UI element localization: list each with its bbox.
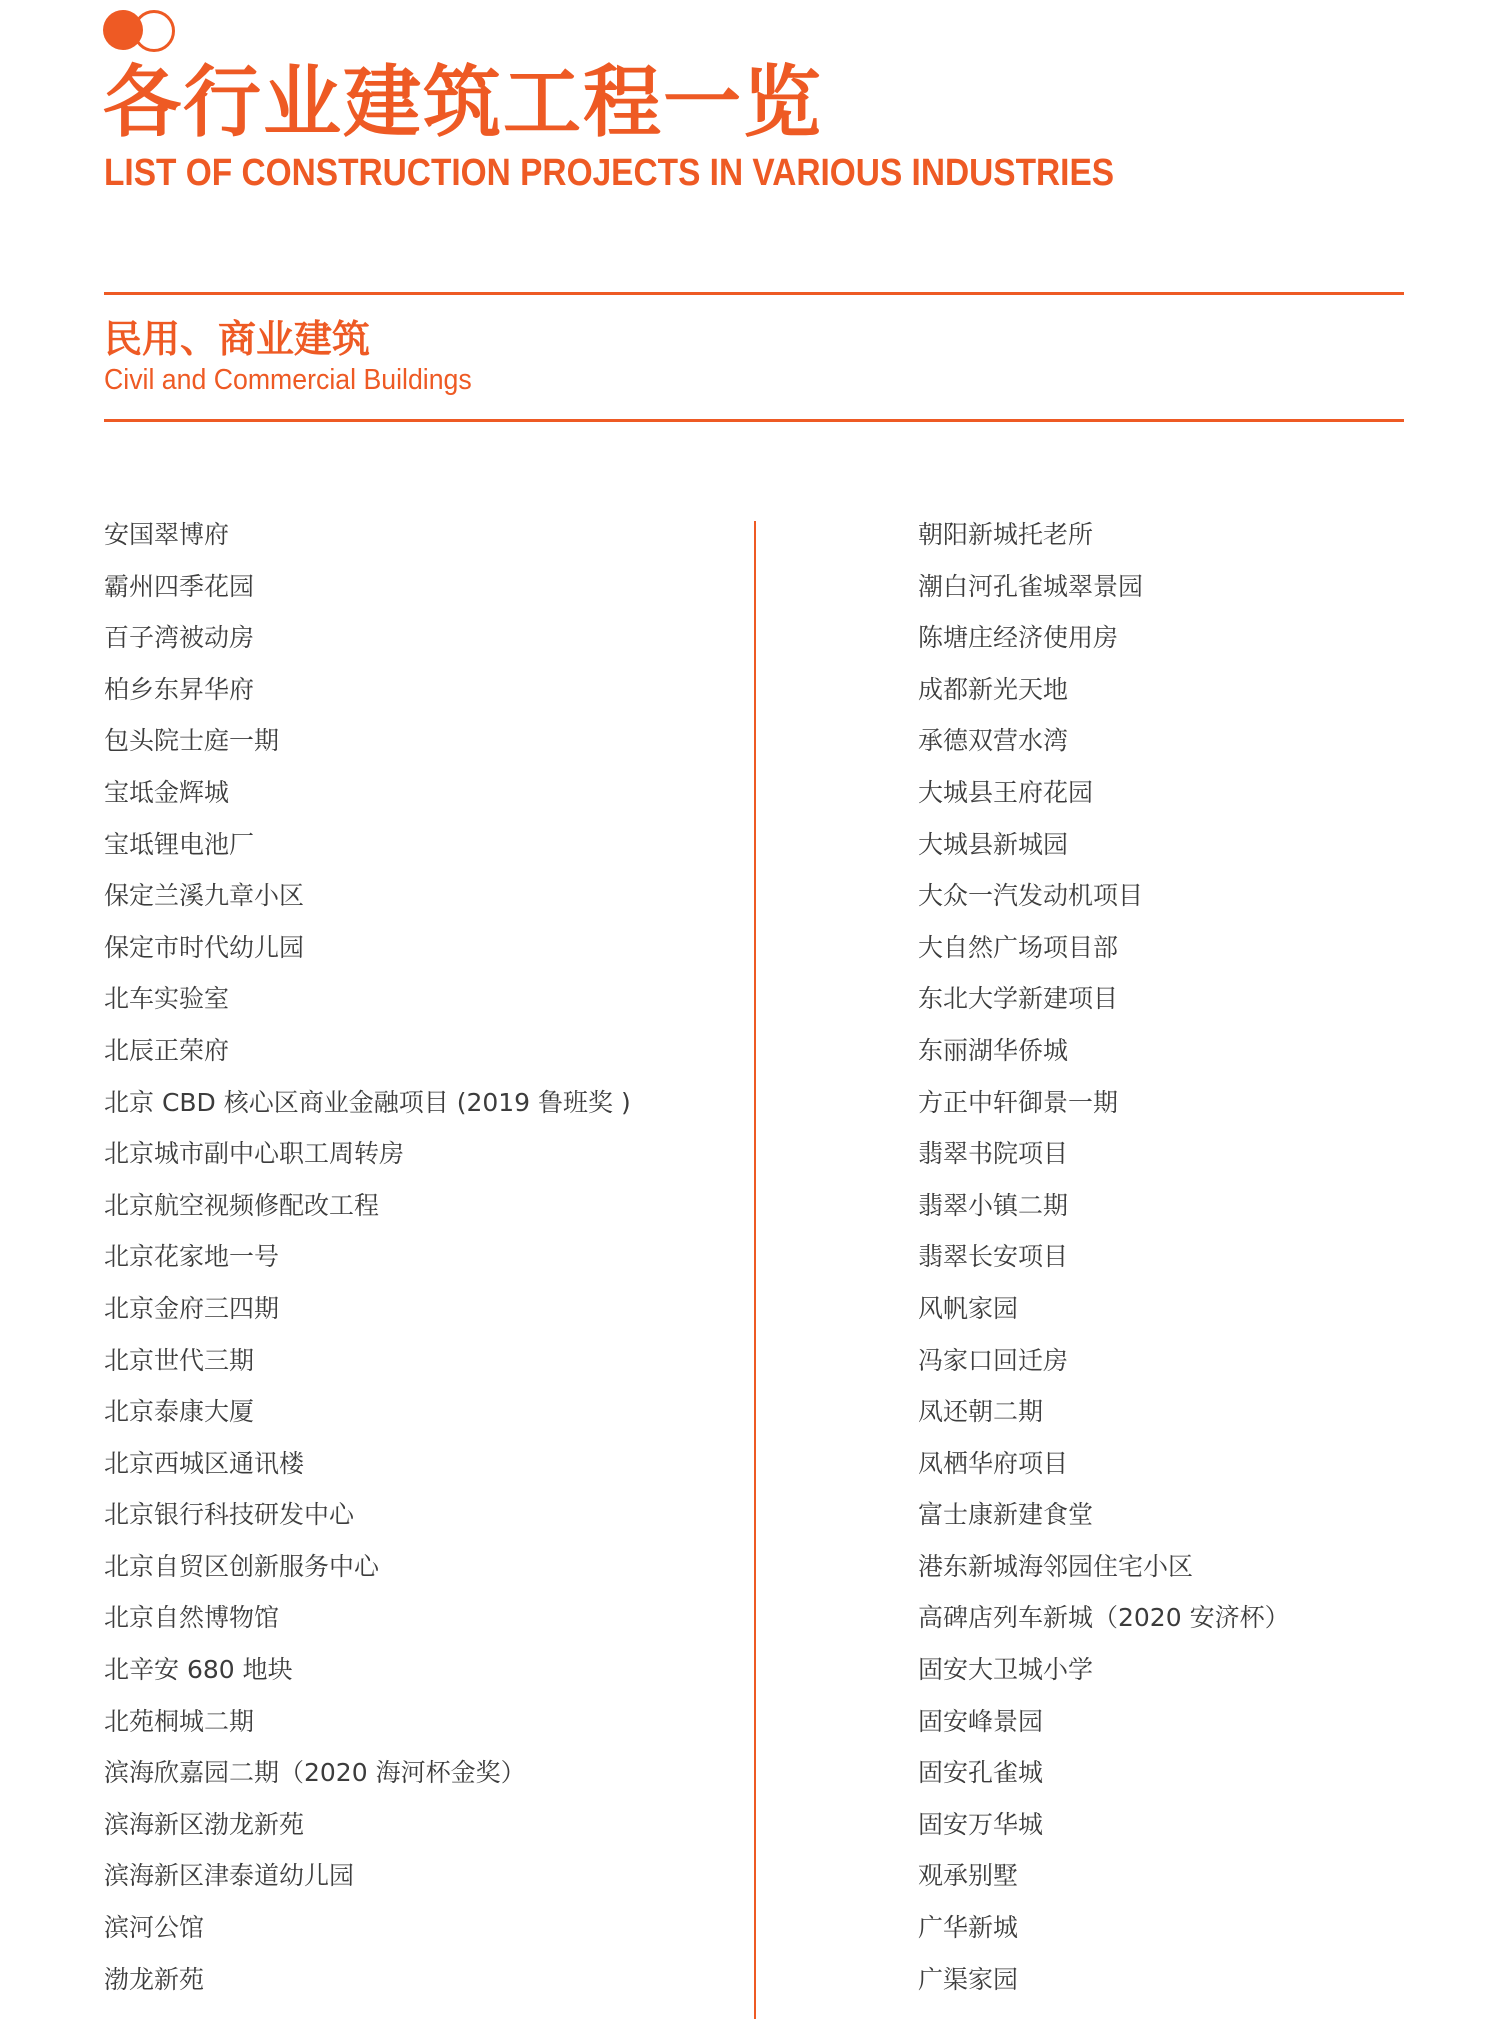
list-item: 冯家口回迁房 — [918, 1345, 1069, 1375]
list-item: 北京自贸区创新服务中心 — [104, 1551, 380, 1581]
list-item: 柏乡东昇华府 — [104, 674, 255, 704]
column-divider — [754, 521, 756, 2019]
list-item: 广渠家园 — [918, 1964, 1019, 1994]
section-bottom-rule — [104, 419, 1404, 422]
list-item: 东北大学新建项目 — [918, 984, 1119, 1014]
list-item: 潮白河孔雀城翠景园 — [918, 571, 1144, 601]
list-item: 风帆家园 — [918, 1293, 1019, 1323]
list-item: 渤龙新苑 — [104, 1964, 205, 1994]
list-item: 北辛安 680 地块 — [104, 1655, 293, 1685]
list-item: 富士康新建食堂 — [918, 1500, 1094, 1530]
list-item: 固安大卫城小学 — [918, 1655, 1094, 1685]
list-item: 高碑店列车新城（2020 安济杯） — [918, 1603, 1290, 1633]
list-item: 广华新城 — [918, 1913, 1019, 1943]
list-item: 承德双营水湾 — [918, 726, 1069, 756]
list-item: 滨海欣嘉园二期（2020 海河杯金奖） — [104, 1758, 526, 1788]
list-item: 朝阳新城托老所 — [918, 520, 1094, 549]
brand-logo-icon — [103, 8, 177, 54]
logo-ring-circle-icon — [133, 10, 175, 52]
list-item: 大城县王府花园 — [918, 777, 1094, 807]
list-item: 北京城市副中心职工周转房 — [104, 1139, 405, 1169]
list-item: 保定市时代幼儿园 — [104, 932, 305, 962]
list-item: 方正中轩御景一期 — [918, 1087, 1119, 1117]
list-item: 翡翠书院项目 — [918, 1139, 1069, 1169]
page-title-en: LIST OF CONSTRUCTION PROJECTS IN VARIOUS INDUSTRIES — [104, 152, 1115, 194]
list-item: 北京航空视频修配改工程 — [104, 1190, 380, 1220]
list-item: 翡翠长安项目 — [918, 1242, 1069, 1272]
page-title-cn: 各行业建筑工程一览 — [103, 58, 824, 148]
list-item: 北京 CBD 核心区商业金融项目 (2019 鲁班奖 ) — [104, 1087, 631, 1117]
list-item: 安国翠博府 — [104, 520, 230, 549]
list-item: 北京泰康大厦 — [104, 1397, 255, 1427]
list-item: 成都新光天地 — [918, 674, 1069, 704]
list-item: 北京世代三期 — [104, 1345, 255, 1375]
list-item: 北辰正荣府 — [104, 1035, 230, 1065]
list-item: 港东新城海邻园住宅小区 — [918, 1551, 1194, 1581]
list-item: 北苑桐城二期 — [104, 1706, 255, 1736]
list-item: 大城县新城园 — [918, 829, 1069, 859]
list-item: 霸州四季花园 — [104, 571, 255, 601]
project-list-left — [104, 514, 631, 2010]
project-list-right — [918, 514, 1290, 2010]
list-item: 固安峰景园 — [918, 1706, 1044, 1736]
section-title-en: Civil and Commercial Buildings — [104, 364, 472, 396]
list-item: 翡翠小镇二期 — [918, 1190, 1069, 1220]
list-item: 北京银行科技研发中心 — [104, 1500, 355, 1530]
list-item: 北京西城区通讯楼 — [104, 1448, 305, 1478]
list-item: 北车实验室 — [104, 984, 230, 1014]
list-item: 大自然广场项目部 — [918, 932, 1119, 962]
list-item: 东丽湖华侨城 — [918, 1035, 1069, 1065]
list-item: 包头院士庭一期 — [104, 726, 280, 756]
list-item: 固安万华城 — [918, 1809, 1044, 1839]
list-item: 北京花家地一号 — [104, 1242, 280, 1272]
list-item: 大众一汽发动机项目 — [918, 881, 1144, 911]
list-item: 百子湾被动房 — [104, 623, 255, 653]
list-item: 保定兰溪九章小区 — [104, 881, 305, 911]
list-item: 滨河公馆 — [104, 1913, 205, 1943]
list-item: 观承别墅 — [918, 1861, 1019, 1891]
section-title-cn: 民用、商业建筑 — [104, 317, 371, 361]
list-item: 固安孔雀城 — [918, 1758, 1044, 1788]
list-item: 宝坻锂电池厂 — [104, 829, 255, 859]
list-item: 凤还朝二期 — [918, 1397, 1044, 1427]
list-item: 滨海新区渤龙新苑 — [104, 1809, 305, 1839]
list-item: 凤栖华府项目 — [918, 1448, 1069, 1478]
list-item: 北京自然博物馆 — [104, 1603, 280, 1633]
section-top-rule — [104, 292, 1404, 295]
list-item: 滨海新区津泰道幼儿园 — [104, 1861, 355, 1891]
list-item: 北京金府三四期 — [104, 1293, 280, 1323]
list-item: 宝坻金辉城 — [104, 777, 230, 807]
list-item: 陈塘庄经济使用房 — [918, 623, 1119, 653]
